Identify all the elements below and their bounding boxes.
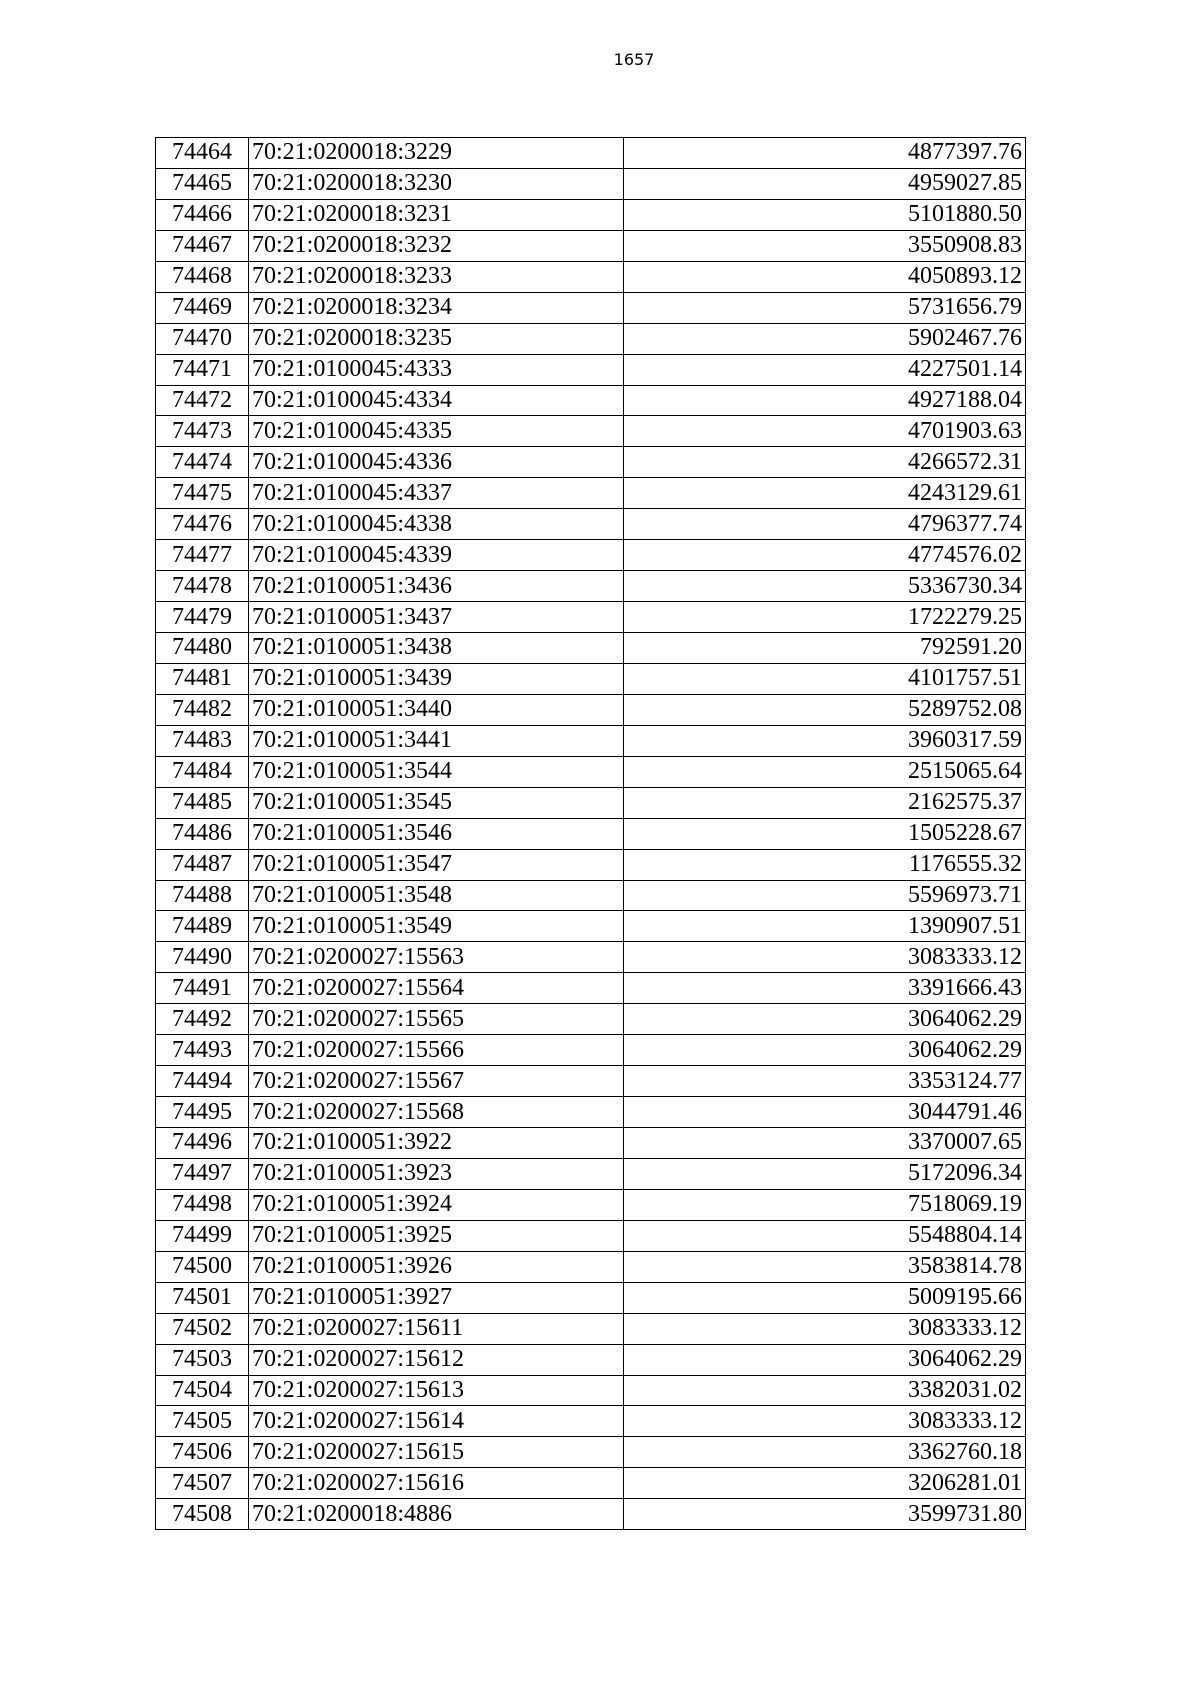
table-row <box>156 199 1026 230</box>
cadastral-number-cell: 70:21:0100051:3924 <box>249 1189 624 1220</box>
table-row <box>156 416 1026 447</box>
value-cell: 5289752.08 <box>624 694 1026 725</box>
row-number-cell: 74465 <box>156 168 249 199</box>
table-row <box>156 385 1026 416</box>
row-number-cell: 74470 <box>156 323 249 354</box>
table-row <box>156 447 1026 478</box>
table-row <box>156 880 1026 911</box>
table-row <box>156 1158 1026 1189</box>
table-row <box>156 663 1026 694</box>
cadastral-number-cell: 70:21:0200018:3234 <box>249 292 624 323</box>
table-row <box>156 138 1026 169</box>
cadastral-number-cell: 70:21:0100045:4336 <box>249 447 624 478</box>
cadastral-number-cell: 70:21:0200027:15567 <box>249 1066 624 1097</box>
row-number-cell: 74507 <box>156 1468 249 1499</box>
value-cell: 3960317.59 <box>624 725 1026 756</box>
table-row <box>156 1499 1026 1530</box>
row-number-cell: 74468 <box>156 261 249 292</box>
table-row <box>156 509 1026 540</box>
value-cell: 4243129.61 <box>624 478 1026 509</box>
row-number-cell: 74494 <box>156 1066 249 1097</box>
cadastral-number-cell: 70:21:0100045:4335 <box>249 416 624 447</box>
row-number-cell: 74487 <box>156 849 249 880</box>
cadastral-number-cell: 70:21:0100051:3925 <box>249 1220 624 1251</box>
cadastral-number-cell: 70:21:0100051:3546 <box>249 818 624 849</box>
cadastral-number-cell: 70:21:0100051:3927 <box>249 1282 624 1313</box>
table-row <box>156 725 1026 756</box>
table-row <box>156 1251 1026 1282</box>
row-number-cell: 74472 <box>156 385 249 416</box>
value-cell: 3083333.12 <box>624 942 1026 973</box>
value-cell: 3083333.12 <box>624 1406 1026 1437</box>
table-row <box>156 230 1026 261</box>
table-row <box>156 911 1026 942</box>
value-cell: 5731656.79 <box>624 292 1026 323</box>
value-cell: 5336730.34 <box>624 571 1026 602</box>
row-number-cell: 74498 <box>156 1189 249 1220</box>
table-row <box>156 261 1026 292</box>
table-row <box>156 478 1026 509</box>
cadastral-number-cell: 70:21:0200018:3232 <box>249 230 624 261</box>
cadastral-number-cell: 70:21:0200027:15615 <box>249 1437 624 1468</box>
table-body <box>156 138 1026 1530</box>
cadastral-number-cell: 70:21:0200018:3235 <box>249 323 624 354</box>
cadastral-number-cell: 70:21:0200027:15613 <box>249 1375 624 1406</box>
cadastral-number-cell: 70:21:0200027:15614 <box>249 1406 624 1437</box>
value-cell: 1176555.32 <box>624 849 1026 880</box>
cadastral-number-cell: 70:21:0100051:3436 <box>249 571 624 602</box>
row-number-cell: 74477 <box>156 540 249 571</box>
value-cell: 3599731.80 <box>624 1499 1026 1530</box>
value-cell: 5172096.34 <box>624 1158 1026 1189</box>
cadastral-number-cell: 70:21:0100051:3547 <box>249 849 624 880</box>
table-row <box>156 1066 1026 1097</box>
row-number-cell: 74505 <box>156 1406 249 1437</box>
value-cell: 5902467.76 <box>624 323 1026 354</box>
value-cell: 4877397.76 <box>624 138 1026 169</box>
value-cell: 3064062.29 <box>624 1344 1026 1375</box>
row-number-cell: 74501 <box>156 1282 249 1313</box>
value-cell: 3064062.29 <box>624 1004 1026 1035</box>
cadastral-number-cell: 70:21:0200027:15564 <box>249 973 624 1004</box>
row-number-cell: 74508 <box>156 1499 249 1530</box>
table-row <box>156 849 1026 880</box>
value-cell: 2162575.37 <box>624 787 1026 818</box>
value-cell: 3362760.18 <box>624 1437 1026 1468</box>
row-number-cell: 74493 <box>156 1035 249 1066</box>
cadastral-number-cell: 70:21:0100051:3437 <box>249 602 624 633</box>
cadastral-number-cell: 70:21:0100051:3544 <box>249 756 624 787</box>
value-cell: 3391666.43 <box>624 973 1026 1004</box>
table-row <box>156 787 1026 818</box>
row-number-cell: 74464 <box>156 138 249 169</box>
value-cell: 1722279.25 <box>624 602 1026 633</box>
value-cell: 4266572.31 <box>624 447 1026 478</box>
row-number-cell: 74504 <box>156 1375 249 1406</box>
value-cell: 4101757.51 <box>624 663 1026 694</box>
table-row <box>156 540 1026 571</box>
table-row <box>156 168 1026 199</box>
table-row <box>156 1375 1026 1406</box>
page-number: 1657 <box>613 50 655 69</box>
table-row <box>156 1035 1026 1066</box>
row-number-cell: 74467 <box>156 230 249 261</box>
value-cell: 4927188.04 <box>624 385 1026 416</box>
row-number-cell: 74484 <box>156 756 249 787</box>
cadastral-number-cell: 70:21:0100051:3549 <box>249 911 624 942</box>
table-row <box>156 1313 1026 1344</box>
value-cell: 5548804.14 <box>624 1220 1026 1251</box>
table-row <box>156 1344 1026 1375</box>
table-row <box>156 1220 1026 1251</box>
row-number-cell: 74485 <box>156 787 249 818</box>
table-row <box>156 1004 1026 1035</box>
row-number-cell: 74480 <box>156 633 249 664</box>
table-row <box>156 323 1026 354</box>
cadastral-number-cell: 70:21:0200027:15616 <box>249 1468 624 1499</box>
table-row <box>156 818 1026 849</box>
cadastral-number-cell: 70:21:0200027:15612 <box>249 1344 624 1375</box>
cadastral-number-cell: 70:21:0200018:3230 <box>249 168 624 199</box>
table-row <box>156 694 1026 725</box>
value-cell: 1390907.51 <box>624 911 1026 942</box>
cadastral-number-cell: 70:21:0100045:4334 <box>249 385 624 416</box>
cadastral-number-cell: 70:21:0200018:4886 <box>249 1499 624 1530</box>
cadastral-number-cell: 70:21:0100051:3439 <box>249 663 624 694</box>
row-number-cell: 74502 <box>156 1313 249 1344</box>
row-number-cell: 74489 <box>156 911 249 942</box>
row-number-cell: 74481 <box>156 663 249 694</box>
table-row <box>156 756 1026 787</box>
row-number-cell: 74473 <box>156 416 249 447</box>
cadastral-number-cell: 70:21:0100045:4338 <box>249 509 624 540</box>
table-row <box>156 1468 1026 1499</box>
row-number-cell: 74500 <box>156 1251 249 1282</box>
table-row <box>156 571 1026 602</box>
cadastral-number-cell: 70:21:0200018:3231 <box>249 199 624 230</box>
cadastral-number-cell: 70:21:0200027:15566 <box>249 1035 624 1066</box>
cadastral-number-cell: 70:21:0200027:15568 <box>249 1097 624 1128</box>
table-row <box>156 1437 1026 1468</box>
table-row <box>156 633 1026 664</box>
table-row <box>156 602 1026 633</box>
row-number-cell: 74495 <box>156 1097 249 1128</box>
row-number-cell: 74479 <box>156 602 249 633</box>
table-row <box>156 1189 1026 1220</box>
cadastral-number-cell: 70:21:0100051:3440 <box>249 694 624 725</box>
cadastral-number-cell: 70:21:0100045:4339 <box>249 540 624 571</box>
table-row <box>156 354 1026 385</box>
row-number-cell: 74478 <box>156 571 249 602</box>
value-cell: 3083333.12 <box>624 1313 1026 1344</box>
cadastral-number-cell: 70:21:0100045:4337 <box>249 478 624 509</box>
row-number-cell: 74482 <box>156 694 249 725</box>
row-number-cell: 74469 <box>156 292 249 323</box>
cadastral-number-cell: 70:21:0100051:3441 <box>249 725 624 756</box>
value-cell: 3550908.83 <box>624 230 1026 261</box>
row-number-cell: 74466 <box>156 199 249 230</box>
table-row <box>156 1097 1026 1128</box>
row-number-cell: 74471 <box>156 354 249 385</box>
row-number-cell: 74475 <box>156 478 249 509</box>
row-number-cell: 74490 <box>156 942 249 973</box>
cadastral-number-cell: 70:21:0200027:15611 <box>249 1313 624 1344</box>
row-number-cell: 74474 <box>156 447 249 478</box>
cadastral-number-cell: 70:21:0200027:15565 <box>249 1004 624 1035</box>
table-row <box>156 292 1026 323</box>
value-cell: 4227501.14 <box>624 354 1026 385</box>
row-number-cell: 74483 <box>156 725 249 756</box>
row-number-cell: 74492 <box>156 1004 249 1035</box>
value-cell: 3382031.02 <box>624 1375 1026 1406</box>
row-number-cell: 74486 <box>156 818 249 849</box>
value-cell: 1505228.67 <box>624 818 1026 849</box>
cadastral-number-cell: 70:21:0100051:3438 <box>249 633 624 664</box>
cadastral-value-table <box>155 137 1026 1530</box>
value-cell: 3044791.46 <box>624 1097 1026 1128</box>
row-number-cell: 74497 <box>156 1158 249 1189</box>
cadastral-number-cell: 70:21:0100051:3922 <box>249 1128 624 1159</box>
value-cell: 4701903.63 <box>624 416 1026 447</box>
cadastral-number-cell: 70:21:0100051:3545 <box>249 787 624 818</box>
table-row <box>156 942 1026 973</box>
cadastral-number-cell: 70:21:0100051:3923 <box>249 1158 624 1189</box>
table-row <box>156 973 1026 1004</box>
cadastral-number-cell: 70:21:0200018:3229 <box>249 138 624 169</box>
value-cell: 2515065.64 <box>624 756 1026 787</box>
row-number-cell: 74506 <box>156 1437 249 1468</box>
value-cell: 5596973.71 <box>624 880 1026 911</box>
value-cell: 3353124.77 <box>624 1066 1026 1097</box>
value-cell: 5009195.66 <box>624 1282 1026 1313</box>
table-row <box>156 1282 1026 1313</box>
cadastral-number-cell: 70:21:0100045:4333 <box>249 354 624 385</box>
row-number-cell: 74503 <box>156 1344 249 1375</box>
cadastral-number-cell: 70:21:0200027:15563 <box>249 942 624 973</box>
row-number-cell: 74491 <box>156 973 249 1004</box>
value-cell: 3583814.78 <box>624 1251 1026 1282</box>
value-cell: 4050893.12 <box>624 261 1026 292</box>
table-row <box>156 1406 1026 1437</box>
row-number-cell: 74496 <box>156 1128 249 1159</box>
value-cell: 7518069.19 <box>624 1189 1026 1220</box>
value-cell: 4774576.02 <box>624 540 1026 571</box>
value-cell: 792591.20 <box>624 633 1026 664</box>
value-cell: 3206281.01 <box>624 1468 1026 1499</box>
table-row <box>156 1128 1026 1159</box>
value-cell: 5101880.50 <box>624 199 1026 230</box>
row-number-cell: 74499 <box>156 1220 249 1251</box>
row-number-cell: 74476 <box>156 509 249 540</box>
value-cell: 4959027.85 <box>624 168 1026 199</box>
row-number-cell: 74488 <box>156 880 249 911</box>
value-cell: 3064062.29 <box>624 1035 1026 1066</box>
cadastral-number-cell: 70:21:0200018:3233 <box>249 261 624 292</box>
value-cell: 3370007.65 <box>624 1128 1026 1159</box>
value-cell: 4796377.74 <box>624 509 1026 540</box>
cadastral-number-cell: 70:21:0100051:3548 <box>249 880 624 911</box>
cadastral-number-cell: 70:21:0100051:3926 <box>249 1251 624 1282</box>
